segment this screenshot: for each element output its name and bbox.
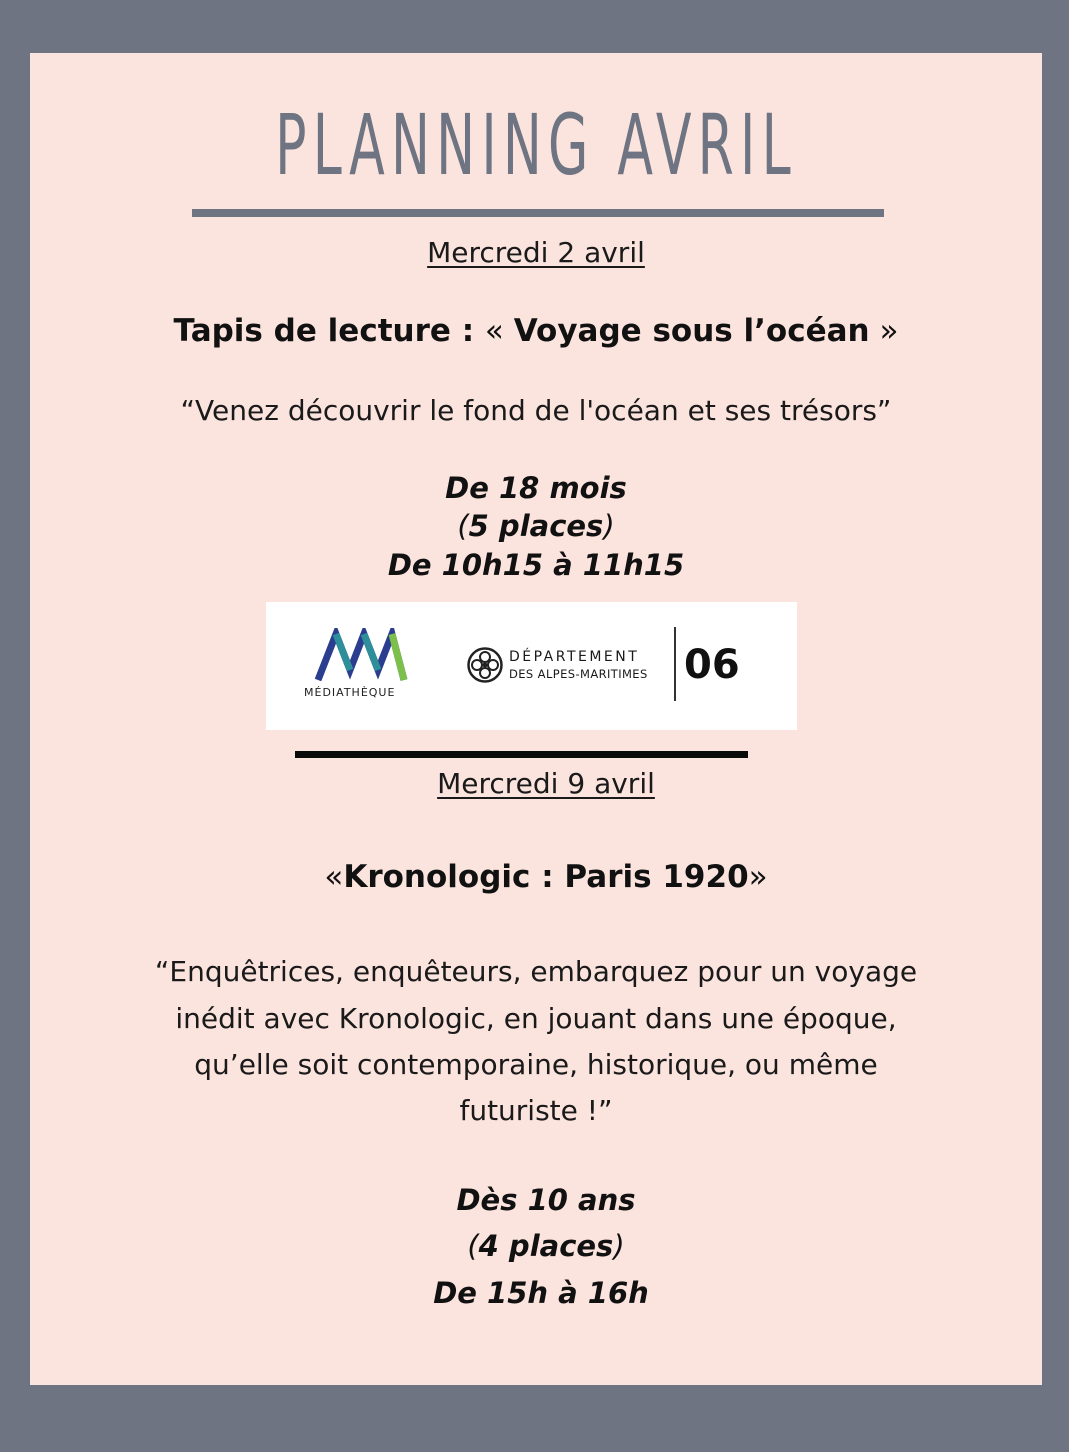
event2-description-line-3: qu’elle soit contemporaine, historique, ou même <box>194 1048 878 1081</box>
department-number: 06 <box>684 642 740 688</box>
event1-quote-open: « <box>484 313 514 349</box>
department-name: DÉPARTEMENT <box>509 649 640 665</box>
poster-title: PLANNING AVRIL <box>275 96 797 194</box>
partner-logos <box>266 602 797 730</box>
event1-quote-close: » <box>869 313 899 349</box>
event2-description-line-1: “Enquêtrices, enquêteurs, embarquez pour un voyage <box>154 955 918 988</box>
mediatheque-label: MÉDIATHÈQUE <box>304 686 396 699</box>
event2-places <box>30 1229 1042 1263</box>
section-separator <box>295 751 748 758</box>
event1-title <box>30 313 1042 349</box>
logo-divider <box>674 627 676 701</box>
event1-title-name: Voyage sous l’océan <box>513 313 870 349</box>
department-emblem-icon <box>466 646 504 684</box>
event1-age: De 18 mois <box>445 471 627 505</box>
event1-date: Mercredi 2 avril <box>427 236 645 269</box>
event1-places <box>30 509 1042 543</box>
event2-quote-close: » <box>748 859 768 895</box>
event1-places-close: ) <box>603 509 615 543</box>
poster-card <box>30 53 1042 1385</box>
event2-title <box>30 859 1042 895</box>
event1-title-prefix: Tapis de lecture : <box>173 313 485 349</box>
event2-description-line-2: inédit avec Kronologic, en jouant dans une époque, <box>175 1002 897 1035</box>
event1-places-value: 5 places <box>468 509 604 543</box>
event1-description: “Venez découvrir le fond de l'océan et ses trésors” <box>180 394 892 427</box>
event2-title-name: Kronologic : Paris 1920 <box>343 859 749 895</box>
event2-places-close: ) <box>613 1229 625 1263</box>
event2-places-open: ( <box>467 1229 479 1263</box>
department-subname: DES ALPES-MARITIMES <box>509 667 648 681</box>
event2-places-value: 4 places <box>478 1229 614 1263</box>
event2-date: Mercredi 9 avril <box>437 767 655 800</box>
event1-time: De 10h15 à 11h15 <box>387 548 685 582</box>
event2-quote-open: « <box>324 859 344 895</box>
title-underline <box>192 209 884 217</box>
event1-places-open: ( <box>457 509 469 543</box>
event2-age: Dès 10 ans <box>456 1183 636 1217</box>
event2-description-line-4: futuriste !” <box>459 1094 613 1127</box>
mediatheque-logo-icon <box>314 628 408 684</box>
event2-time: De 15h à 16h <box>433 1276 649 1310</box>
